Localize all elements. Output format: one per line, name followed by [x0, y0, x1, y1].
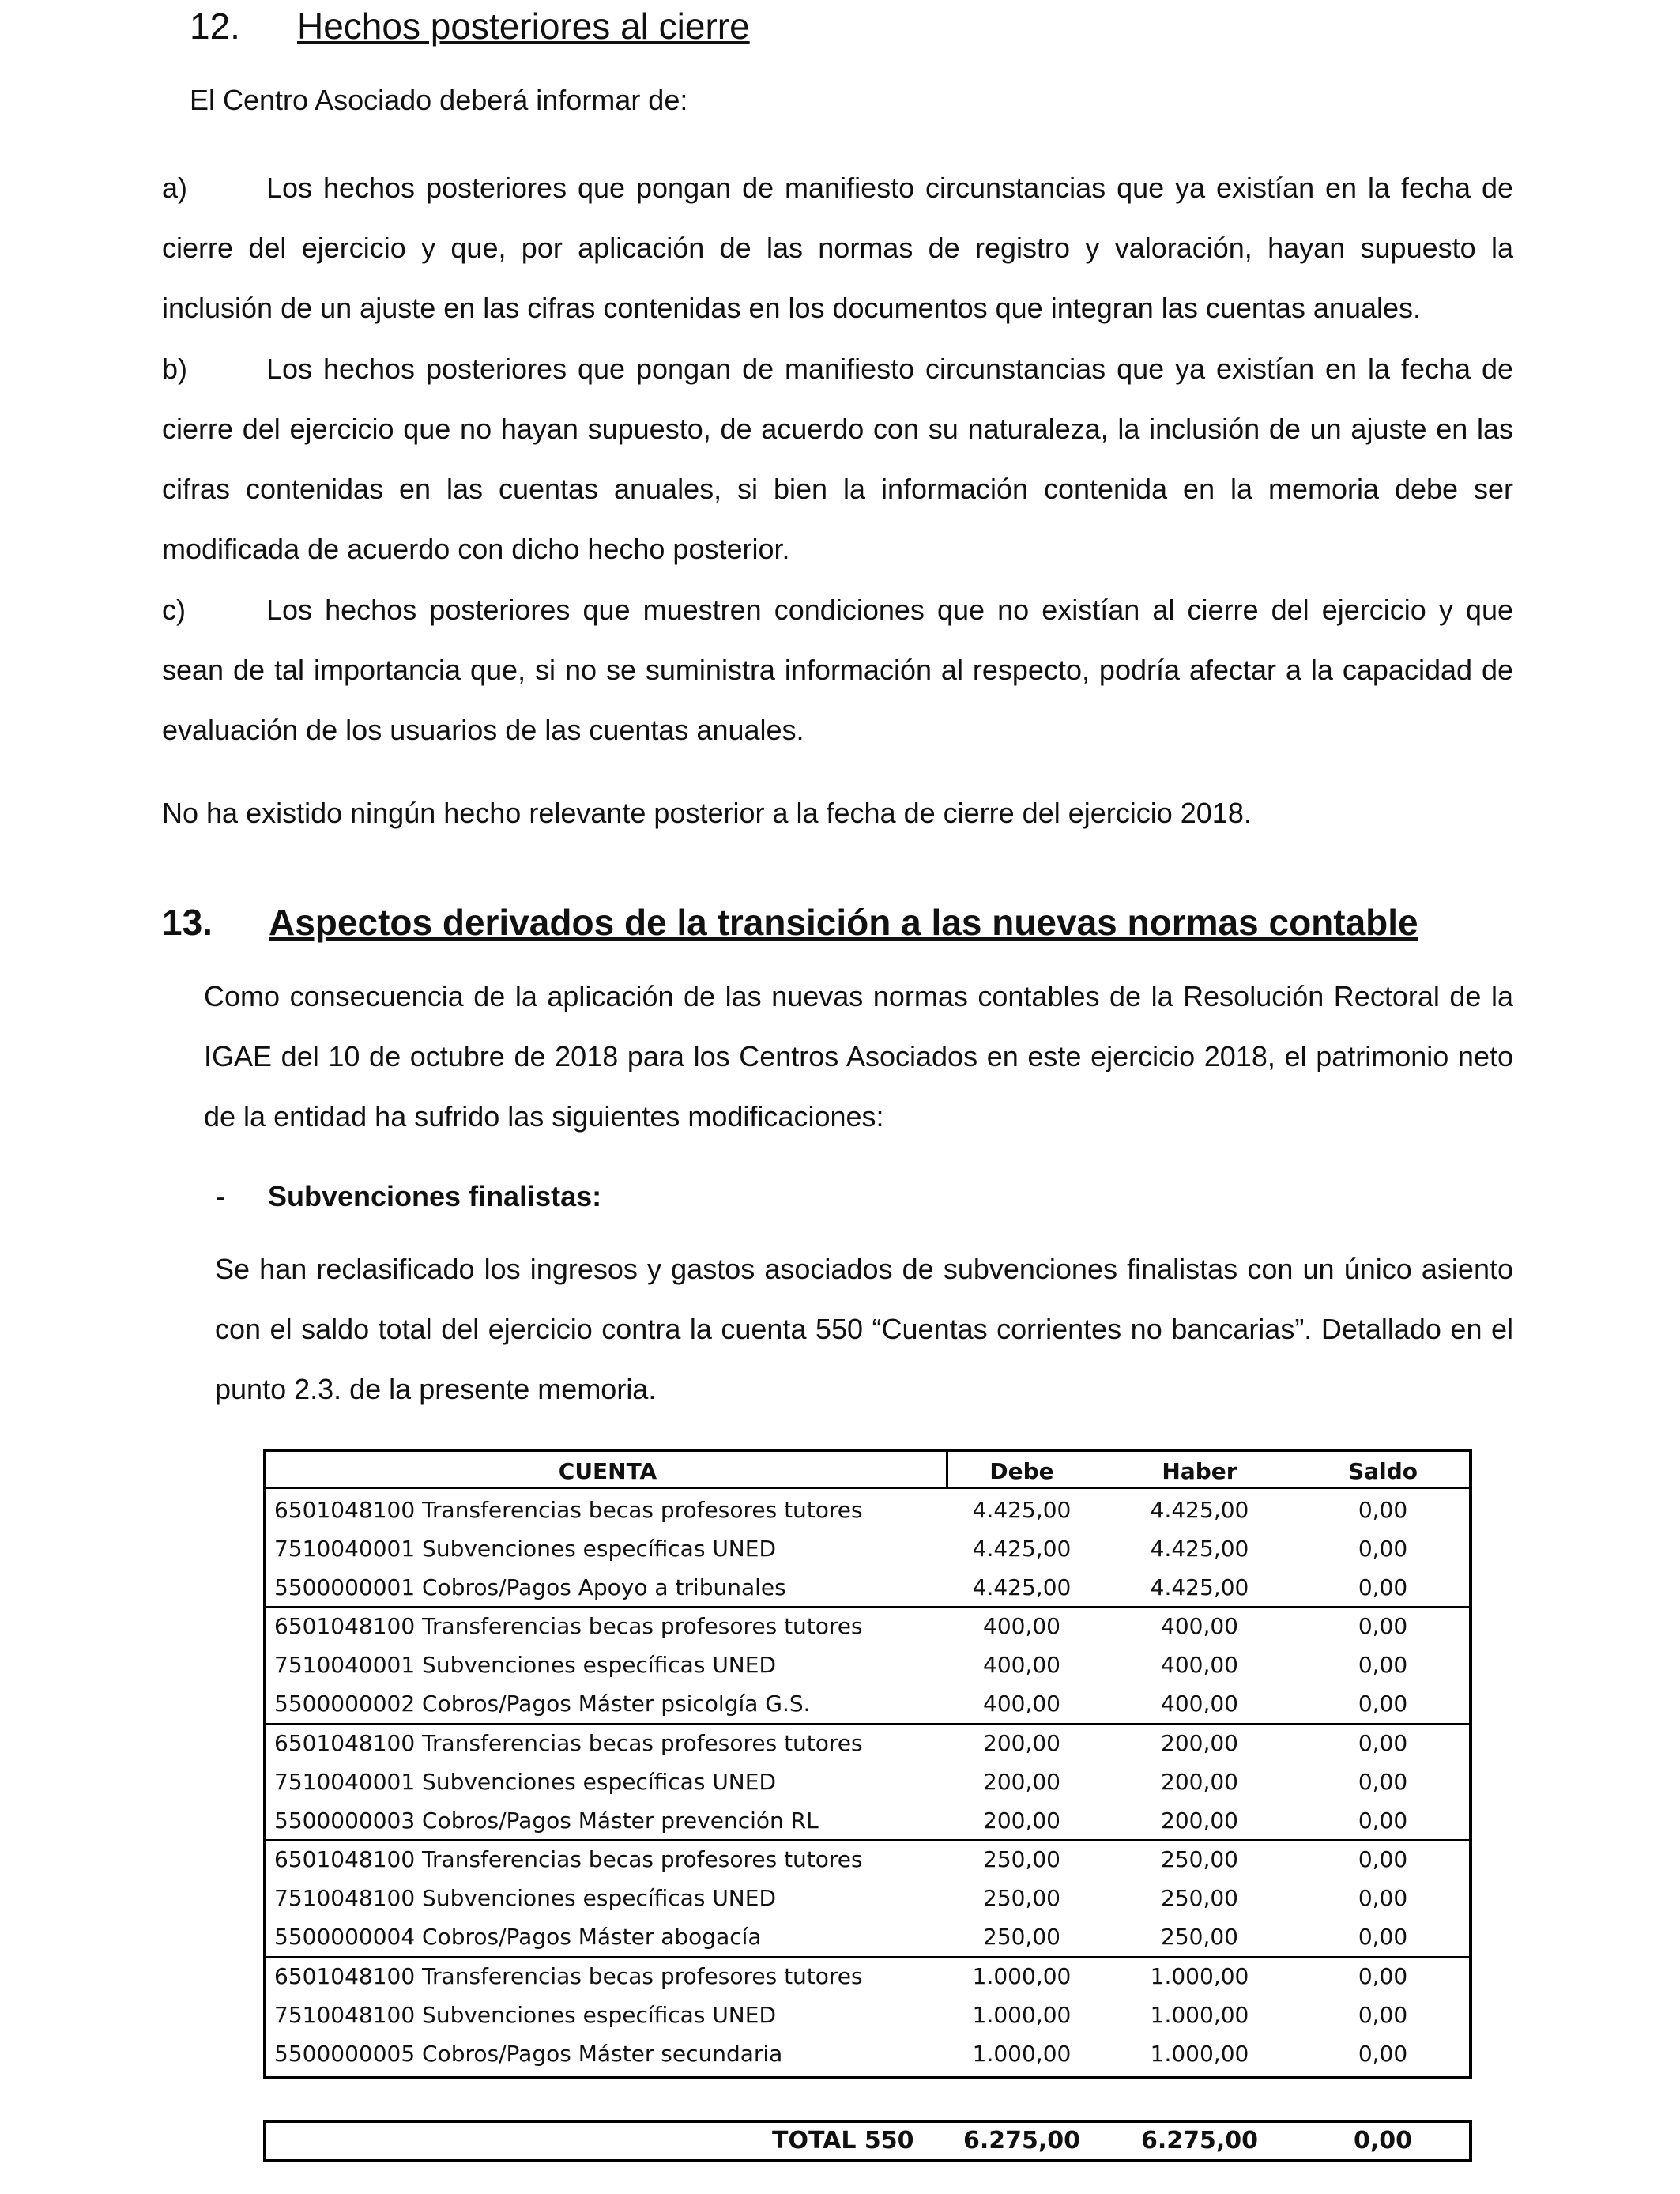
cell-cuenta: 5500000005 Cobros/Pagos Máster secundaria	[274, 2041, 783, 2067]
bullet-heading: Subvenciones finalistas:	[268, 1180, 602, 1212]
cell-haber: 250,00	[1161, 1924, 1238, 1950]
cell-saldo: 0,00	[1358, 1613, 1408, 1639]
header-cuenta: CUENTA	[558, 1458, 657, 1484]
header-saldo: Saldo	[1348, 1458, 1418, 1484]
total-debe: 6.275,00	[962, 2127, 1081, 2154]
cell-haber: 200,00	[1161, 1730, 1238, 1756]
table-row	[266, 1684, 1469, 1723]
cell-debe: 250,00	[983, 1885, 1060, 1911]
header-divider	[946, 1452, 948, 1487]
table-row	[266, 1491, 1469, 1529]
cell-cuenta: 7510048100 Subvenciones específicas UNED	[274, 1885, 777, 1911]
cell-debe: 4.425,00	[972, 1574, 1072, 1600]
table-row	[266, 1996, 1469, 2034]
cell-saldo: 0,00	[1358, 2002, 1408, 2028]
cell-debe: 4.425,00	[972, 1536, 1072, 1562]
cell-cuenta: 6501048100 Transferencias becas profesores tutores	[274, 1730, 863, 1756]
item-label: b)	[162, 352, 188, 385]
header-rule	[266, 1487, 1469, 1489]
cell-debe: 1.000,00	[972, 1963, 1072, 1989]
cell-debe: 250,00	[983, 1924, 1060, 1950]
cell-debe: 200,00	[983, 1769, 1060, 1795]
cell-debe: 400,00	[983, 1691, 1060, 1717]
header-debe: Debe	[989, 1458, 1054, 1484]
cell-haber: 1.000,00	[1150, 1963, 1249, 1989]
table-row	[266, 1957, 1469, 1996]
header-haber: Haber	[1162, 1458, 1237, 1484]
cell-cuenta: 6501048100 Transferencias becas profesores tutores	[274, 1497, 863, 1523]
accounts-table	[263, 1449, 1472, 2079]
cell-cuenta: 7510048100 Subvenciones específicas UNED	[274, 2002, 777, 2028]
cell-debe: 1.000,00	[972, 2002, 1072, 2028]
table-row	[266, 1724, 1469, 1762]
bullet-dash: -	[216, 1180, 225, 1212]
total-label: TOTAL 550	[772, 2127, 914, 2154]
section-number: 13.	[162, 902, 213, 943]
cell-saldo: 0,00	[1358, 2041, 1408, 2067]
cell-debe: 400,00	[983, 1613, 1060, 1639]
item-text: Los hechos posteriores que pongan de manifiesto circunstancias que ya existían en la fecha de cierre del ejercicio que no hayan supuesto, de acuerdo con su naturaleza, la inclusión de un ajuste en las cifras contenidas en las cuentas anuales, si bien la información contenida en la memoria debe ser modificada de acuerdo con dicho hecho posterior.	[162, 352, 1513, 565]
cell-cuenta: 5500000001 Cobros/Pagos Apoyo a tribunales	[274, 1574, 786, 1600]
cell-haber: 4.425,00	[1150, 1536, 1249, 1562]
cell-saldo: 0,00	[1358, 1652, 1408, 1678]
section-13-intro: Como consecuencia de la aplicación de las nuevas normas contables de la Resolución Rectoral de la IGAE del 10 de octubre de 2018 para los Centros Asociados en este ejercicio 2018, el patrimonio neto de la entidad ha sufrido las siguientes modificaciones:	[204, 980, 1513, 1133]
cell-saldo: 0,00	[1358, 1574, 1408, 1600]
item-b	[162, 339, 1513, 579]
item-label: c)	[162, 594, 186, 626]
cell-haber: 1.000,00	[1150, 2002, 1249, 2028]
cell-haber: 4.425,00	[1150, 1574, 1249, 1600]
section-12-statement: No ha existido ningún hecho relevante posterior a la fecha de cierre del ejercicio 2018.	[162, 797, 1252, 829]
section-13-detail: Se han reclasificado los ingresos y gastos asociados de subvenciones finalistas con un único asiento con el saldo total del ejercicio contra la cuenta 550 “Cuentas corrientes no bancarias”. Detallado en el punto 2.3. de la presente memoria.	[215, 1253, 1513, 1405]
cell-cuenta: 6501048100 Transferencias becas profesores tutores	[274, 1846, 863, 1872]
cell-haber: 4.425,00	[1150, 1497, 1249, 1523]
table-row	[266, 1840, 1469, 1879]
cell-haber: 200,00	[1161, 1769, 1238, 1795]
cell-haber: 1.000,00	[1150, 2041, 1249, 2067]
table-row	[266, 2034, 1469, 2073]
cell-saldo: 0,00	[1358, 1846, 1408, 1872]
item-a	[162, 158, 1513, 338]
cell-haber: 250,00	[1161, 1885, 1238, 1911]
cell-cuenta: 6501048100 Transferencias becas profesores tutores	[274, 1963, 863, 1989]
item-text: Los hechos posteriores que pongan de manifiesto circunstancias que ya existían en la fecha de cierre del ejercicio y que, por aplicación de las normas de registro y valoración, hayan supuesto la inclusión de un ajuste en las cifras contenidas en los documentos que integran las cuentas anuales.	[162, 172, 1513, 324]
cell-haber: 250,00	[1161, 1846, 1238, 1872]
cell-haber: 200,00	[1161, 1808, 1238, 1834]
total-saldo: 0,00	[1353, 2127, 1413, 2154]
cell-saldo: 0,00	[1358, 1691, 1408, 1717]
cell-saldo: 0,00	[1358, 1963, 1408, 1989]
cell-saldo: 0,00	[1358, 1730, 1408, 1756]
cell-debe: 250,00	[983, 1846, 1060, 1872]
section-title: Hechos posteriores al cierre	[297, 6, 750, 47]
cell-cuenta: 5500000003 Cobros/Pagos Máster prevención RL	[274, 1808, 819, 1834]
item-label: a)	[162, 172, 188, 204]
cell-saldo: 0,00	[1358, 1808, 1408, 1834]
cell-cuenta: 5500000002 Cobros/Pagos Máster psicolgía G.S.	[274, 1691, 811, 1717]
section-number: 12.	[190, 6, 240, 47]
table-row	[266, 1529, 1469, 1568]
table-row	[266, 1917, 1469, 1956]
total-haber: 6.275,00	[1140, 2127, 1259, 2154]
cell-cuenta: 7510040001 Subvenciones específicas UNED	[274, 1769, 777, 1795]
section-12-intro: El Centro Asociado deberá informar de:	[190, 84, 688, 116]
total-row	[263, 2120, 1472, 2162]
item-c	[162, 580, 1513, 760]
cell-saldo: 0,00	[1358, 1497, 1408, 1523]
cell-saldo: 0,00	[1358, 1769, 1408, 1795]
cell-saldo: 0,00	[1358, 1885, 1408, 1911]
cell-haber: 400,00	[1161, 1691, 1238, 1717]
cell-haber: 400,00	[1161, 1613, 1238, 1639]
cell-cuenta: 5500000004 Cobros/Pagos Máster abogacía	[274, 1924, 762, 1950]
cell-debe: 400,00	[983, 1652, 1060, 1678]
cell-saldo: 0,00	[1358, 1536, 1408, 1562]
cell-haber: 400,00	[1161, 1652, 1238, 1678]
cell-debe: 4.425,00	[972, 1497, 1072, 1523]
table-row	[266, 1646, 1469, 1684]
table-row	[266, 1801, 1469, 1840]
cell-saldo: 0,00	[1358, 1924, 1408, 1950]
table-header	[266, 1452, 1469, 1491]
cell-debe: 200,00	[983, 1808, 1060, 1834]
cell-cuenta: 7510040001 Subvenciones específicas UNED	[274, 1652, 777, 1678]
section-title: Aspectos derivados de la transición a las nuevas normas contable	[269, 902, 1418, 943]
table-row	[266, 1762, 1469, 1801]
table-row	[266, 1607, 1469, 1646]
table-row	[266, 1568, 1469, 1607]
cell-debe: 1.000,00	[972, 2041, 1072, 2067]
table-row	[266, 1879, 1469, 1917]
cell-cuenta: 7510040001 Subvenciones específicas UNED	[274, 1536, 777, 1562]
item-text: Los hechos posteriores que muestren condiciones que no existían al cierre del ejercicio y que sean de tal importancia que, si no se suministra información al respecto, podría afectar a la capacidad de evaluación de los usuarios de las cuentas anuales.	[162, 594, 1513, 746]
cell-cuenta: 6501048100 Transferencias becas profesores tutores	[274, 1613, 863, 1639]
cell-debe: 200,00	[983, 1730, 1060, 1756]
